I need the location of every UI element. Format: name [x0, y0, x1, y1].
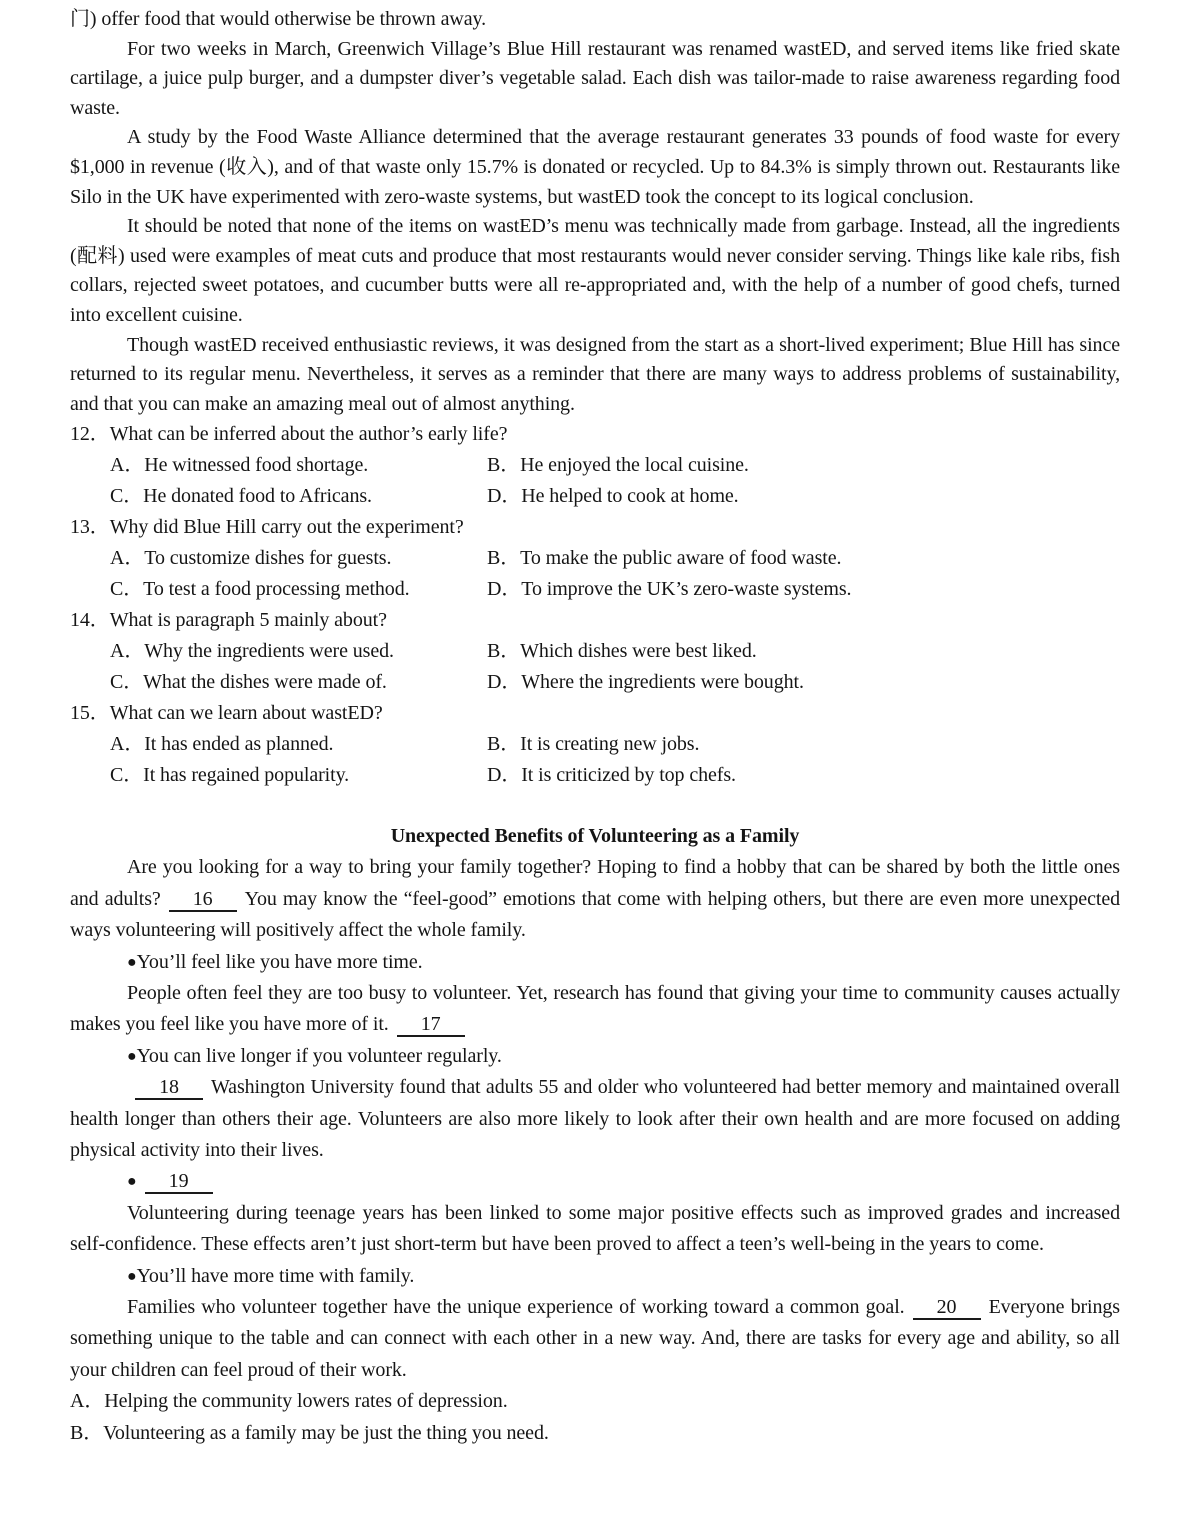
answer-blank-19: 19: [145, 1171, 213, 1194]
question-text: Why did Blue Hill carry out the experiment?: [109, 516, 464, 539]
answer-options: [70, 1386, 1120, 1449]
option-label: A．: [110, 454, 145, 477]
passage1-paragraph-5: Though wastED received enthusiastic reviews, it was designed from the start as a short-lived experiment; Blue Hill has since returned to its regular menu. Nevertheless, it serves as a reminder that there are many ways to address problems of sustainability, and that you can make an amazing meal out of almost anything.: [70, 333, 1120, 415]
option-label: B．: [487, 640, 521, 663]
question-13: [70, 512, 1120, 605]
question-text: What can be inferred about the author’s early life?: [109, 423, 508, 446]
text-run: People often feel they are too busy to volunteer. Yet, research has found that giving your time to community causes actually makes you feel like you have more of it.: [70, 981, 1120, 1036]
option-C: [110, 481, 487, 512]
question-number: 12．: [70, 423, 110, 446]
bullet-item: [70, 1261, 1120, 1292]
option-label: B．: [487, 547, 521, 570]
question-number: 13．: [70, 516, 110, 539]
option-label: C．: [110, 764, 144, 787]
option-C: [110, 667, 487, 698]
passage2-paragraph: [70, 1198, 1120, 1261]
option-A: [110, 543, 487, 574]
option-row: [70, 636, 1120, 667]
text-run: Washington University found that adults 55 and older who volunteered had better memory and maintained overall health longer than others their age. Volunteers are also more likely to look after their own health and are more focused on adding physical activity into their lives.: [70, 1076, 1120, 1161]
answer-option-b-label: B．: [70, 1421, 104, 1444]
text-run: Are you looking for a way to bring your family together? Hoping to find a hobby that can be shared by both the little ones and adults?: [70, 856, 1120, 910]
bullet-icon: ●: [127, 1047, 137, 1065]
option-label: B．: [487, 454, 521, 477]
answer-option-b-text: Volunteering as a family may be just the thing you need.: [103, 1421, 549, 1444]
text-run: You can live longer if you volunteer regularly.: [136, 1044, 502, 1067]
option-D: [487, 574, 851, 605]
option-text: It has ended as planned.: [144, 733, 334, 756]
option-row: [70, 760, 1120, 791]
answer-blank-20: 20: [913, 1297, 981, 1320]
answer-option-a: [70, 1386, 1120, 1417]
passage2-title: Unexpected Benefits of Volunteering as a Family: [390, 825, 800, 848]
option-label: C．: [110, 485, 144, 508]
question-number: 14．: [70, 609, 110, 632]
option-label: B．: [487, 733, 521, 756]
passage1-paragraph-3: A study by the Food Waste Alliance determined that the average restaurant generates 33 pounds of food waste for every $1,000 in revenue (收入), and of that waste only 15.7% is donated or recycled. Up to 84.3% is simply thrown out. Restaurants like Silo in the UK have experimented with zero-waste systems, but wastED took the concept to its logical conclusion.: [70, 126, 1120, 208]
text-run: You’ll feel like you have more time.: [136, 950, 423, 973]
option-B: [487, 450, 749, 481]
passage2-paragraph: [70, 852, 1120, 946]
bullet-item: [70, 1041, 1120, 1072]
option-label: A．: [110, 733, 145, 756]
answer-option-a-label: A．: [70, 1390, 105, 1413]
question-number: 15．: [70, 702, 110, 725]
question-12: [70, 419, 1120, 512]
option-label: D．: [487, 671, 522, 694]
passage1-paragraph-2: For two weeks in March, Greenwich Village’s Blue Hill restaurant was renamed wastED, and served items like fried skate cartilage, a juice pulp burger, and a dumpster diver’s vegetable salad. Each dish was tailor-made to raise awareness regarding food waste.: [70, 37, 1120, 119]
bullet-icon: ●: [127, 1173, 137, 1191]
option-row: [70, 481, 1120, 512]
passage2-paragraph: [70, 1292, 1120, 1386]
partial-paragraph-line: 门) offer food that would otherwise be thrown away.: [70, 8, 486, 30]
text-run: Families who volunteer together have the unique experience of working toward a common goal.: [127, 1296, 905, 1318]
question-text: What is paragraph 5 mainly about?: [109, 609, 387, 632]
option-text: Where the ingredients were bought.: [521, 671, 804, 694]
option-label: D．: [487, 485, 522, 508]
question-stem: [70, 419, 1120, 450]
option-C: [110, 574, 487, 605]
bullet-icon: ●: [127, 953, 137, 971]
text-run: Volunteering during teenage years has been linked to some major positive effects such as improved grades and increased self-confidence. These effects aren’t just short-term but have been proved to affect a teen’s well-being in the years to come.: [70, 1201, 1120, 1256]
question-stem: [70, 698, 1120, 729]
option-text: To improve the UK’s zero-waste systems.: [521, 578, 852, 601]
answer-blank-18: 18: [135, 1077, 203, 1100]
option-row: [70, 667, 1120, 698]
bullet-item: [70, 1166, 1120, 1197]
option-text: It is criticized by top chefs.: [521, 764, 736, 787]
answer-blank-16: 16: [169, 889, 237, 912]
option-text: He donated food to Africans.: [143, 485, 372, 508]
questions-list: [70, 419, 1120, 791]
option-row: [70, 450, 1120, 481]
option-row: [70, 729, 1120, 760]
question-stem: [70, 605, 1120, 636]
question-14: [70, 605, 1120, 698]
answer-blank-17: 17: [397, 1014, 465, 1037]
bullet-icon: ●: [127, 1267, 137, 1285]
option-C: [110, 760, 487, 791]
option-text: Which dishes were best liked.: [520, 640, 757, 663]
option-text: He enjoyed the local cuisine.: [520, 454, 749, 477]
option-A: [110, 450, 487, 481]
question-15: [70, 698, 1120, 791]
option-text: Why the ingredients were used.: [144, 640, 394, 663]
bullet-item: [70, 947, 1120, 978]
option-text: It is creating new jobs.: [520, 733, 700, 756]
option-text: What the dishes were made of.: [143, 671, 387, 694]
option-row: [70, 543, 1120, 574]
option-label: C．: [110, 578, 144, 601]
option-row: [70, 574, 1120, 605]
option-label: A．: [110, 547, 145, 570]
option-D: [487, 481, 739, 512]
answer-option-b: [70, 1418, 1120, 1449]
text-run: You may know the “feel-good” emotions that come with helping others, but there are even more unexpected ways volunteering will positively affect the whole family.: [70, 887, 1120, 942]
passage2-paragraph: [70, 1072, 1120, 1166]
passage1-paragraph-4: It should be noted that none of the items on wastED’s menu was technically made from garbage. Instead, all the ingredients (配料) used were examples of meat cuts and produce that most restaurants would never consider serving. Things like kale ribs, fish collars, rejected sweet potatoes, and cucumber butts were all re-appropriated and, with the help of a number of good chefs, turned into excellent cuisine.: [70, 215, 1120, 326]
answer-option-a-text: Helping the community lowers rates of depression.: [104, 1390, 508, 1413]
option-text: To test a food processing method.: [143, 578, 410, 601]
option-D: [487, 667, 804, 698]
option-A: [110, 729, 487, 760]
option-text: It has regained popularity.: [143, 764, 350, 787]
option-B: [487, 729, 699, 760]
option-label: D．: [487, 578, 522, 601]
option-D: [487, 760, 736, 791]
option-label: A．: [110, 640, 145, 663]
passage2-blocks: [70, 852, 1120, 1386]
text-run: You’ll have more time with family.: [136, 1264, 415, 1287]
option-label: D．: [487, 764, 522, 787]
option-B: [487, 636, 757, 667]
option-text: He witnessed food shortage.: [144, 454, 369, 477]
option-label: C．: [110, 671, 144, 694]
passage2-paragraph: [70, 978, 1120, 1041]
question-stem: [70, 512, 1120, 543]
option-text: To customize dishes for guests.: [144, 547, 392, 570]
question-text: What can we learn about wastED?: [109, 702, 383, 725]
text-run: Everyone brings something unique to the table and can connect with each other in a new way. And, there are tasks for every age and ability, so all your children can feel proud of their work.: [70, 1296, 1120, 1381]
option-B: [487, 543, 841, 574]
option-A: [110, 636, 487, 667]
option-text: He helped to cook at home.: [521, 485, 739, 508]
option-text: To make the public aware of food waste.: [520, 547, 842, 570]
